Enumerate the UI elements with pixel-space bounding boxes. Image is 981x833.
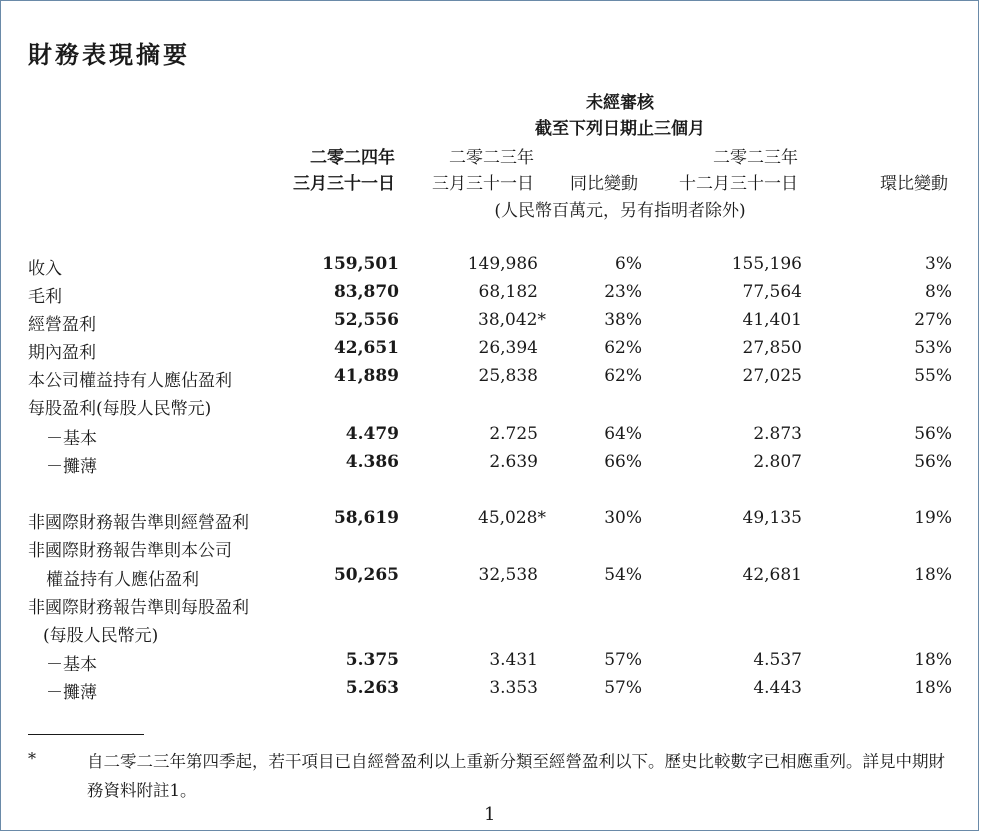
table-row	[1, 536, 981, 564]
cell-2023q4: 42,681	[742, 565, 802, 585]
table-row	[1, 678, 981, 706]
cell-2023q4: 77,564	[742, 282, 802, 302]
cell-2024q1: 5.375	[345, 650, 399, 670]
cell-2023q1: 3.353	[489, 678, 538, 698]
cell-qoq: 56%	[914, 452, 952, 472]
col1-date-header: 三月三十一日	[293, 174, 395, 194]
table-row	[1, 254, 981, 282]
table-row	[1, 621, 981, 649]
table-row	[1, 424, 981, 452]
col3-header: 同比變動	[570, 174, 638, 194]
cell-yoy: 62%	[604, 338, 642, 358]
row-label: －基本	[46, 655, 97, 675]
cell-yoy: 54%	[604, 565, 642, 585]
table-row	[1, 282, 981, 310]
cell-2024q1: 4.386	[345, 452, 399, 472]
row-label: 本公司權益持有人應佔盈利	[28, 371, 232, 391]
cell-yoy: 66%	[604, 452, 642, 472]
row-label: 收入	[28, 259, 62, 279]
table-row	[1, 650, 981, 678]
footnote-marker: *	[28, 749, 36, 768]
footnote-text: 自二零二三年第四季起，若干項目已自經營盈利以上重新分類至經營盈利以下。歷史比較數字已相應重列。詳見中期財務資料附註1。	[87, 752, 945, 800]
cell-2023q4: 2.807	[753, 452, 802, 472]
cell-yoy: 62%	[604, 366, 642, 386]
row-label: 非國際財務報告準則每股盈利	[28, 598, 249, 618]
row-label: 權益持有人應佔盈利	[46, 570, 199, 590]
row-label: 非國際財務報告準則本公司	[28, 541, 232, 561]
cell-2023q1: 26,394	[478, 338, 538, 358]
cell-qoq: 3%	[925, 254, 952, 274]
cell-yoy: 23%	[604, 282, 642, 302]
cell-yoy: 30%	[604, 508, 642, 528]
col4-date-header: 十二月三十一日	[679, 174, 798, 194]
cell-qoq: 19%	[914, 508, 952, 528]
unaudited-header: 未經審核	[586, 93, 654, 113]
cell-2023q1: 25,838	[478, 366, 538, 386]
cell-2024q1: 58,619	[333, 508, 399, 528]
row-label: 每股盈利(每股人民幣元)	[28, 399, 212, 419]
row-label: 經營盈利	[28, 315, 96, 335]
table-row	[1, 394, 981, 422]
table-row	[1, 310, 981, 338]
table-row	[1, 565, 981, 593]
row-label: 毛利	[28, 287, 62, 307]
row-label: －攤薄	[46, 683, 97, 703]
cell-2024q1: 50,265	[333, 565, 399, 585]
cell-2023q4: 4.537	[753, 650, 802, 670]
table-row	[1, 593, 981, 621]
col1-year-header: 二零二四年	[310, 148, 395, 168]
cell-2023q1: 149,986	[467, 254, 538, 274]
table-row	[1, 338, 981, 366]
unit-note: (人民幣百萬元，另有指明者除外)	[494, 201, 746, 221]
cell-qoq: 56%	[914, 424, 952, 444]
cell-2023q1: 45,028*	[478, 508, 546, 528]
page-number: 1	[484, 804, 496, 825]
row-label: －攤薄	[46, 457, 97, 477]
cell-qoq: 55%	[914, 366, 952, 386]
cell-2023q4: 155,196	[731, 254, 802, 274]
cell-2023q1: 68,182	[478, 282, 538, 302]
cell-2023q1: 38,042*	[478, 310, 546, 330]
cell-2024q1: 5.263	[345, 678, 399, 698]
period-header: 截至下列日期止三個月	[535, 119, 705, 139]
col2-date-header: 三月三十一日	[432, 174, 534, 194]
row-label: 期內盈利	[28, 343, 96, 363]
col5-header: 環比變動	[880, 174, 948, 194]
cell-yoy: 6%	[615, 254, 642, 274]
cell-2024q1: 52,556	[333, 310, 399, 330]
cell-2023q1: 2.725	[489, 424, 538, 444]
cell-2023q4: 4.443	[753, 678, 802, 698]
cell-yoy: 57%	[604, 650, 642, 670]
cell-qoq: 18%	[914, 565, 952, 585]
col2-year-header: 二零二三年	[449, 148, 534, 168]
cell-2024q1: 4.479	[345, 424, 399, 444]
cell-2023q4: 49,135	[742, 508, 802, 528]
col4-year-header: 二零二三年	[713, 148, 798, 168]
cell-2024q1: 159,501	[322, 254, 399, 274]
row-label: (每股人民幣元)	[43, 626, 159, 646]
table-row	[1, 452, 981, 480]
cell-yoy: 38%	[604, 310, 642, 330]
footnote-divider	[28, 734, 144, 735]
cell-qoq: 53%	[914, 338, 952, 358]
cell-qoq: 18%	[914, 650, 952, 670]
cell-2023q4: 2.873	[753, 424, 802, 444]
cell-2024q1: 41,889	[333, 366, 399, 386]
cell-qoq: 27%	[914, 310, 952, 330]
cell-yoy: 57%	[604, 678, 642, 698]
table-row	[1, 508, 981, 536]
cell-2023q1: 2.639	[489, 452, 538, 472]
table-row	[1, 366, 981, 394]
cell-2023q4: 27,850	[742, 338, 802, 358]
cell-yoy: 64%	[604, 424, 642, 444]
page-title: 財務表現摘要	[28, 41, 190, 69]
cell-2023q4: 41,401	[742, 310, 802, 330]
row-label: －基本	[46, 429, 97, 449]
row-label: 非國際財務報告準則經營盈利	[28, 513, 249, 533]
cell-2024q1: 83,870	[333, 282, 399, 302]
cell-2023q4: 27,025	[742, 366, 802, 386]
cell-2023q1: 3.431	[489, 650, 538, 670]
cell-2023q1: 32,538	[478, 565, 538, 585]
cell-qoq: 18%	[914, 678, 952, 698]
cell-qoq: 8%	[925, 282, 952, 302]
cell-2024q1: 42,651	[333, 338, 399, 358]
